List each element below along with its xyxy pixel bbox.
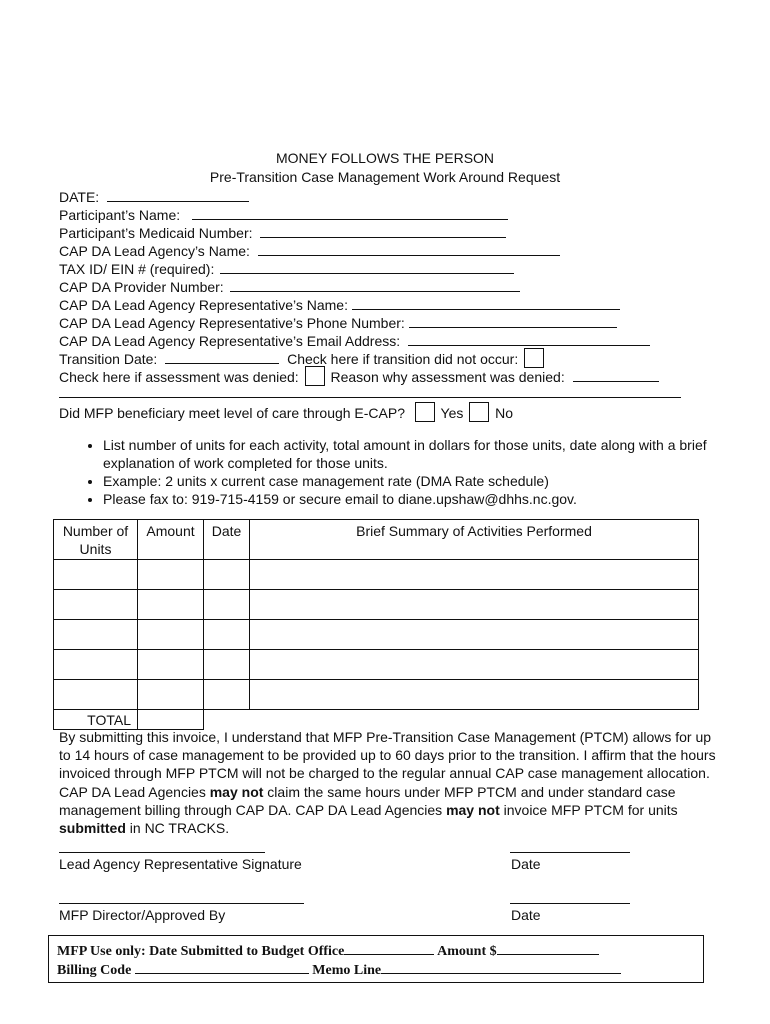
- assessment-denied-checkbox[interactable]: [305, 366, 325, 386]
- budget-office-date-field[interactable]: [344, 942, 434, 955]
- form-title: MONEY FOLLOWS THE PERSON: [275, 150, 495, 166]
- rep-phone-label: CAP DA Lead Agency Representative’s Phone Number:: [59, 315, 405, 331]
- transition-date-field[interactable]: [165, 350, 279, 364]
- billing-code-row: [57, 961, 621, 979]
- date-field[interactable]: [107, 188, 249, 202]
- summary-cell[interactable]: [250, 620, 699, 650]
- provider-number-field[interactable]: [230, 278, 520, 292]
- activity-table: [53, 519, 699, 730]
- units-cell[interactable]: [54, 560, 138, 590]
- table-row: [54, 620, 699, 650]
- memo-line-label: Memo Line: [312, 963, 382, 978]
- rep-name-field[interactable]: [352, 296, 620, 310]
- attestation-text: By submitting this invoice, I understand that MFP Pre-Transition Case Management (PTCM) allows for up to 14 hours of case management to be provided up to 60 days prior to the transition. I affirm that the hours invoiced through MFP PTCM will not be charged to the regular annual CAP case management allocation. CAP DA Lead Agencies: [59, 729, 716, 800]
- table-header-row: [54, 520, 699, 560]
- rep-phone-row: [59, 314, 617, 332]
- table-row: [54, 590, 699, 620]
- transition-date-label: Transition Date:: [59, 351, 158, 367]
- level-of-care-row: [59, 402, 513, 422]
- denied-reason-field[interactable]: [573, 368, 659, 382]
- transition-not-occur-label: Check here if transition did not occur:: [287, 351, 519, 367]
- total-amount-cell[interactable]: [138, 710, 204, 730]
- budget-office-label: MFP Use only: Date Submitted to Budget Office: [57, 944, 345, 959]
- date-cell[interactable]: [204, 590, 250, 620]
- provider-number-label: CAP DA Provider Number:: [59, 279, 224, 295]
- units-cell[interactable]: [54, 650, 138, 680]
- instruction-list: [59, 436, 763, 508]
- tax-id-field[interactable]: [220, 260, 514, 274]
- assessment-denied-label: Check here if assessment was denied:: [59, 369, 299, 385]
- table-row: [54, 560, 699, 590]
- medicaid-number-field[interactable]: [260, 224, 506, 238]
- units-cell[interactable]: [54, 680, 138, 710]
- mfp-use-only-box: [48, 935, 704, 983]
- lead-agency-name-row: [59, 242, 560, 260]
- amount-cell[interactable]: [138, 620, 204, 650]
- summary-column-header: Brief Summary of Activities Performed: [250, 520, 699, 560]
- attestation-emphasis: may not: [209, 783, 264, 800]
- amount-cell[interactable]: [138, 560, 204, 590]
- rep-phone-field[interactable]: [409, 314, 617, 328]
- budget-office-row: [57, 942, 599, 960]
- lead-agency-name-field[interactable]: [258, 242, 560, 256]
- instruction-item: • Example: 2 units x current case management rate (DMA Rate schedule): [103, 472, 763, 490]
- participant-name-row: [59, 206, 508, 224]
- director-signature-date-line[interactable]: [510, 903, 630, 904]
- attestation-emphasis: may not: [446, 801, 500, 818]
- date-cell[interactable]: [204, 620, 250, 650]
- table-row: [54, 680, 699, 710]
- director-date-label: Date: [511, 907, 541, 923]
- units-cell[interactable]: [54, 620, 138, 650]
- yes-label: Yes: [440, 405, 464, 421]
- instruction-item: • List number of units for each activity, total amount in dollars for those units, date along with a brief explanation of work completed for those units.: [103, 436, 763, 472]
- table-row: [54, 650, 699, 680]
- date-cell[interactable]: [204, 680, 250, 710]
- summary-cell[interactable]: [250, 680, 699, 710]
- amount-cell[interactable]: [138, 590, 204, 620]
- director-signature-line[interactable]: [59, 903, 304, 904]
- billing-code-label: Billing Code: [57, 963, 132, 978]
- rep-signature-line[interactable]: [59, 852, 265, 853]
- transition-not-occur-checkbox[interactable]: [524, 348, 544, 368]
- rep-name-row: [59, 296, 620, 314]
- attestation-emphasis: submitted: [59, 820, 126, 837]
- denied-reason-continuation-line[interactable]: [59, 397, 681, 398]
- tax-id-row: [59, 260, 514, 278]
- units-column-header: Number of Units: [54, 520, 138, 560]
- lead-agency-name-label: CAP DA Lead Agency’s Name:: [59, 243, 250, 259]
- medicaid-number-label: Participant’s Medicaid Number:: [59, 225, 253, 241]
- tax-id-label: TAX ID/ EIN # (required):: [59, 261, 215, 277]
- total-row: [54, 710, 699, 730]
- denied-reason-label: Reason why assessment was denied:: [330, 369, 565, 385]
- participant-name-label: Participant’s Name:: [59, 207, 181, 223]
- units-cell[interactable]: [54, 590, 138, 620]
- yes-checkbox[interactable]: [415, 402, 435, 422]
- amount-column-header: Amount: [138, 520, 204, 560]
- memo-line-field[interactable]: [381, 961, 621, 974]
- date-row: [59, 188, 249, 206]
- date-cell[interactable]: [204, 650, 250, 680]
- transition-date-row: [59, 348, 546, 368]
- participant-name-field[interactable]: [192, 206, 508, 220]
- form-subtitle: Pre-Transition Case Management Work Around Request: [209, 169, 561, 185]
- level-of-care-question: Did MFP beneficiary meet level of care through E-CAP?: [59, 405, 406, 421]
- rep-email-label: CAP DA Lead Agency Representative’s Email Address:: [59, 333, 401, 349]
- billing-code-field[interactable]: [135, 961, 309, 974]
- assessment-denied-row: [59, 366, 659, 386]
- rep-signature-label: Lead Agency Representative Signature: [59, 856, 302, 872]
- summary-cell[interactable]: [250, 590, 699, 620]
- medicaid-number-row: [59, 224, 506, 242]
- summary-cell[interactable]: [250, 650, 699, 680]
- attestation-text: invoice MFP PTCM for units: [499, 801, 678, 818]
- date-column-header: Date: [204, 520, 250, 560]
- rep-signature-date-label: Date: [511, 856, 541, 872]
- no-label: No: [495, 405, 514, 421]
- date-label: DATE:: [59, 189, 100, 205]
- date-cell[interactable]: [204, 560, 250, 590]
- footer-amount-label: Amount $: [437, 944, 497, 959]
- total-label: TOTAL: [54, 710, 138, 730]
- amount-cell[interactable]: [138, 650, 204, 680]
- rep-name-label: CAP DA Lead Agency Representative’s Name:: [59, 297, 348, 313]
- provider-number-row: [59, 278, 520, 296]
- instruction-item: • Please fax to: 919-715-4159 or secure email to diane.upshaw@dhhs.nc.gov.: [103, 490, 763, 508]
- director-label: MFP Director/Approved By: [59, 907, 226, 923]
- rep-signature-date-line[interactable]: [510, 852, 630, 853]
- no-checkbox[interactable]: [469, 402, 489, 422]
- attestation-text: claim the same hours under MFP PTCM and under standard case management billing through CAP DA. CAP DA Lead Agencies: [59, 783, 676, 818]
- amount-cell[interactable]: [138, 680, 204, 710]
- attestation-paragraph: [59, 728, 719, 837]
- total-empty-cell: [204, 710, 250, 730]
- rep-email-field[interactable]: [408, 332, 650, 346]
- total-empty-cell: [250, 710, 699, 730]
- attestation-text: in NC TRACKS.: [125, 820, 230, 837]
- summary-cell[interactable]: [250, 560, 699, 590]
- footer-amount-field[interactable]: [497, 942, 599, 955]
